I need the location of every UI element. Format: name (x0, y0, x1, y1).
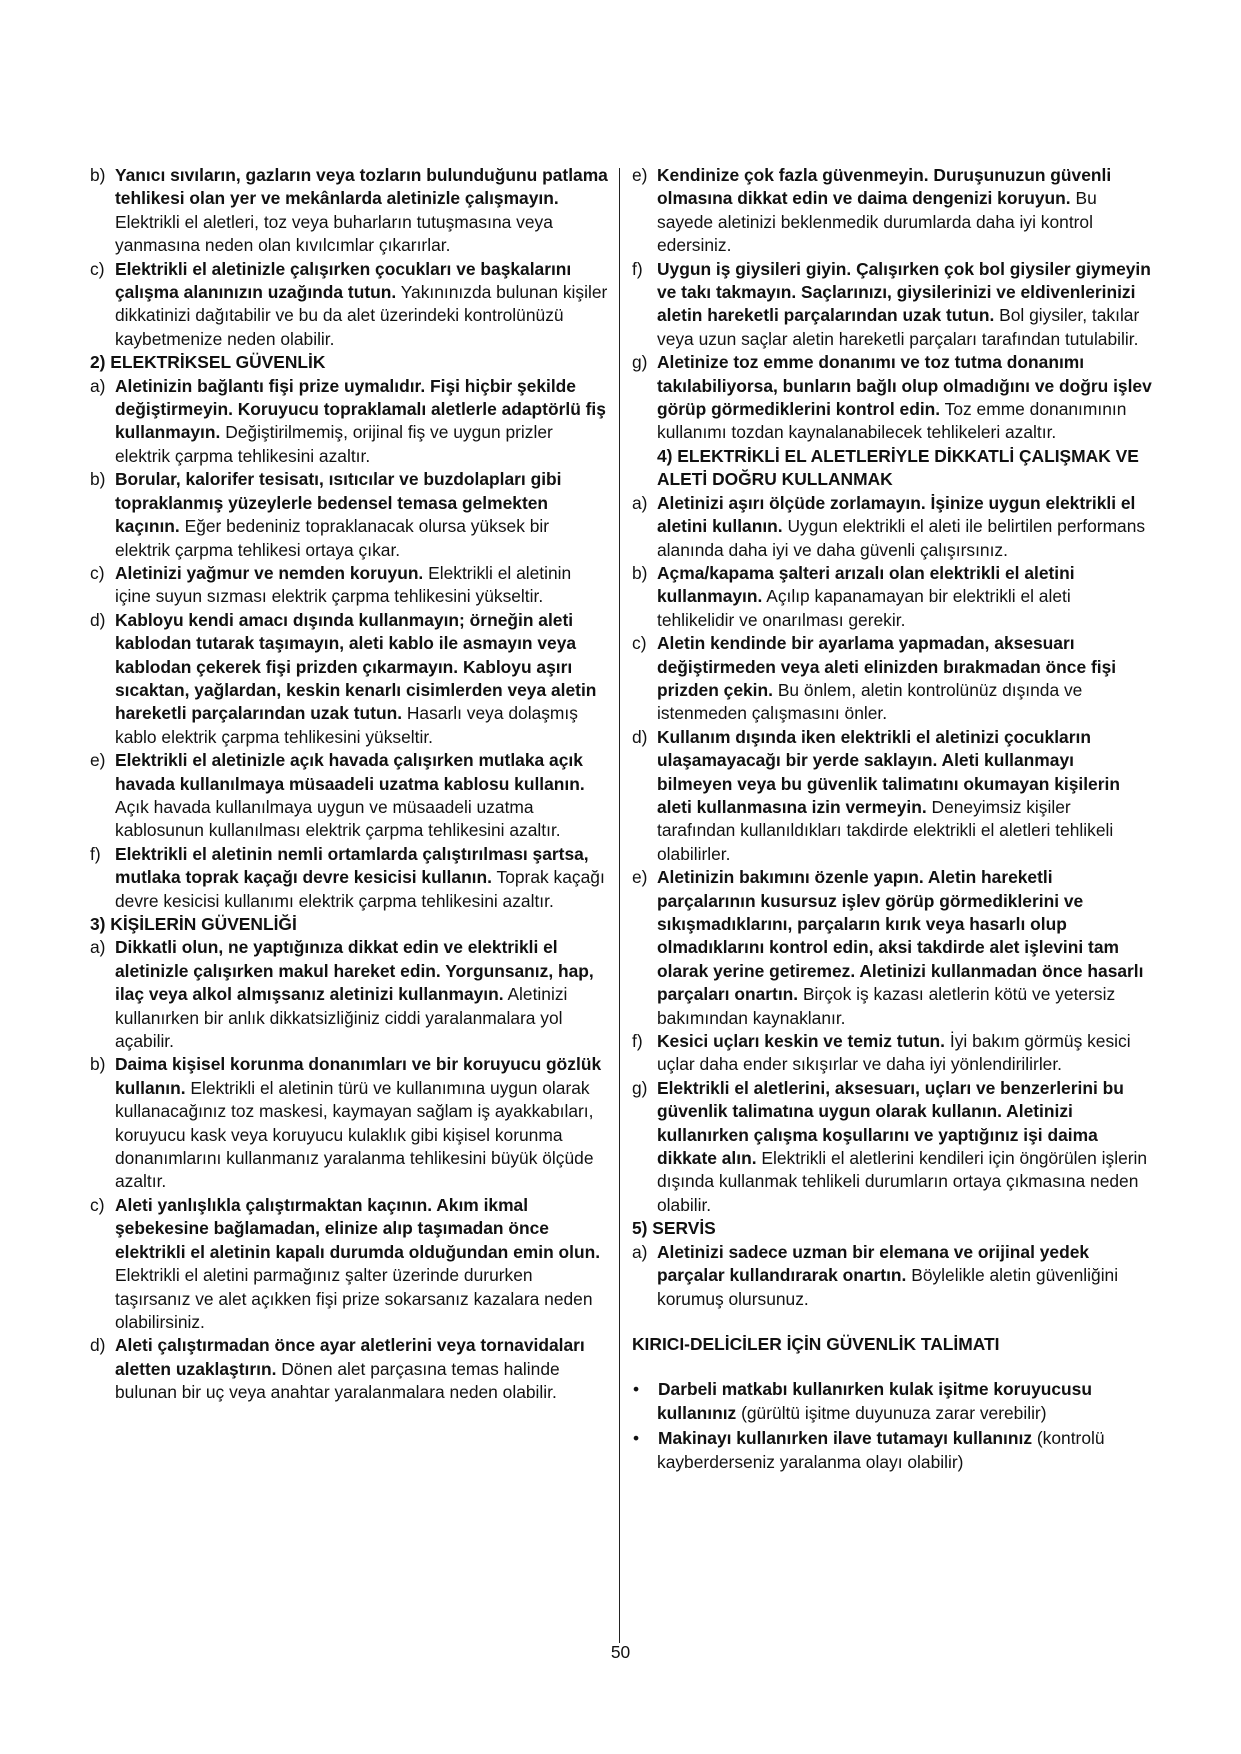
left-column (90, 164, 608, 1405)
section-heading-personal-safety: 3) KİŞİLERİN GÜVENLİĞİ (90, 914, 297, 934)
item-b-flammable: b) Yanıcı sıvıların, gazların veya tozların bulunduğunu patlama tehlikesi olan yer ve mekânlarda aletinizle çalışmayın. Elektrikli el aletleri, toz veya buharların tutuşmasına veya yanmasına neden olan kıvılcımlar çıkarırlar. (90, 165, 608, 256)
item-a-plug: a) Aletinizin bağlantı fişi prize uymalıdır. Fişi hiçbir şekilde değiştirmeyin. Koruyucu topraklamalı aletlerle adaptörlü fiş kullanmayın. Değiştirilmemiş, orijinal fiş ve uygun prizler elektrik çarpma tehlikesini azaltır. (90, 375, 606, 466)
item-e-extension-cord: e) Elektrikli el aletinizle açık havada çalışırken mutlaka açık havada kullanılmaya müsaadeli uzatma kablosu kullanın. Açık havada kullanılmaya uygun ve müsaadeli uzatma kablosunun kullanılması elektrik çarpma tehlikesini azaltır. (90, 750, 585, 841)
item-e-maintenance: e) Aletinizin bakımını özenle yapın. Aletin hareketli parçalarının kusursuz işlev görüp görmediklerini ve sıkışmadıklarını, parçaların kırık veya hasarlı olup olmadıklarını kontrol edin, aksi takdirde alet işlevini tam olarak yerine getiremez. Aletinizi kullanmadan önce hasarlı parçaları onartın. Birçok iş kazası aletlerin kötü ve yetersiz bakımından kaynaklanır. (632, 867, 1144, 1028)
column-divider (619, 168, 620, 1643)
item-d-cable: d) Kabloyu kendi amacı dışında kullanmayın; örneğin aleti kablodan tutarak taşımayın, aleti kablo ile asmayın veya kablodan çekerek fişi prizden çıkarmayın. Kabloyu aşırı sıcaktan, yağlardan, keskin kenarlı cisimlerden veya aletin hareketli parçalarından uzak tutun. Hasarlı veya dolaşmış kablo elektrik çarpma tehlikesini yükseltir. (90, 609, 597, 747)
item-b-grounded-surfaces: b) Borular, kalorifer tesisatı, ısıtıcılar ve buzdolapları gibi topraklanmış yüzeylerle bedensel temasa gelmekten kaçının. Eğer bedeniniz topraklanacak olursa yüksek bir elektrik çarpma tehlikesi ortaya çıkar. (90, 469, 562, 560)
item-c-rain: c) Aletinizi yağmur ve nemden koruyun. Elektrikli el aletinin içine suyun sızması elektrik çarpma tehlikesini yükseltir. (90, 562, 572, 607)
item-a-repair: a) Aletinizi sadece uzman bir elemana ve orijinal yedek parçalar kullandırarak onartın. Böylelikle aletin güvenliğini korumuş olursunuz. (632, 1241, 1119, 1309)
item-d-adjusting-tools: d) Aleti çalıştırmadan önce ayar aletlerini veya tornavidaları aletten uzaklaştırın. Dönen alet parçasına temas halinde bulunan bir uç veya anahtar yaralanmalara neden olabilir. (90, 1335, 585, 1403)
item-a-no-force: a) Aletinizi aşırı ölçüde zorlamayın. İşinize uygun elektrikli el aletini kullanın. Uygun elektrikli el aleti ile belirtilen performans alanında daha iyi ve daha güvenli çalışırsınız. (632, 492, 1146, 560)
section-heading-service: 5) SERVİS (632, 1218, 716, 1239)
page-number: 50 (610, 1642, 631, 1662)
bullet-auxiliary-handle: • Makinayı kullanırken ilave tutamayı kullanınız (kontrolü kayberderseniz yaralanma olayı olabilir) (633, 1428, 1105, 1472)
item-d-storage: d) Kullanım dışında iken elektrikli el aletinizi çocukların ulaşamayacağı bir yerde saklayın. Aleti kullanmayı bilmeyen veya bu güvenlik talimatını okumayan kişilerin aleti kullanmasına izin vermeyin. Deneyimsiz kişiler tarafından kullanıldıkları takdirde elektrikli el aletleri tehlikeli olabilirler. (632, 726, 1120, 864)
right-column (632, 164, 1152, 1474)
item-g-dust-extraction: g) Aletinize toz emme donanımı ve toz tutma donanımı takılabiliyorsa, bunların bağlı olup olmadığını ve doğru işlev görüp görmediklerini kontrol edin. Toz emme donanımının kullanımı tozdan kaynalanabilecek tehlikeleri azaltır. (632, 352, 1152, 443)
item-a-attention: a) Dikkatli olun, ne yaptığınıza dikkat edin ve elektrikli el aletinizle çalışırken makul hareket edin. Yorgunsanız, hap, ilaç veya alkol almışsanız aletinizi kullanmayın. Aletinizi kullanırken bir anlık dikkatsizliğiniz ciddi yaralanmalara yol açabilir. (90, 937, 594, 1052)
item-f-cutting-tools: f) Kesici uçları keskin ve temiz tutun. İyi bakım görmüş kesici uçlar daha ender sıkışırlar ve daha iyi yönlendirilirler. (632, 1031, 1131, 1075)
bullet-ear-protection: • Darbeli matkabı kullanırken kulak işitme koruyucusu kullanınız (gürültü işitme duyunuza zarar verebilir) (633, 1379, 1092, 1423)
item-c-children: c) Elektrikli el aletinizle çalışırken çocukları ve başkalarını çalışma alanınızın uzağında tutun. Yakınınızda bulunan kişiler dikkatinizi dağıtabilir ve bu da alet üzerindeki kontrolünüzü kaybetmenize neden olabilir. (90, 258, 608, 349)
bullet-icon: • (633, 1428, 640, 1449)
item-f-rcd: f) Elektrikli el aletinin nemli ortamlarda çalıştırılması şartsa, mutlaka toprak kaçağı devre kesicisi kullanın. Toprak kaçağı devre kesicisi kullanımı elektrik çarpma tehlikesini azaltır. (90, 843, 605, 911)
special-safety-heading: KIRICI-DELİCİLER İÇİN GÜVENLİK TALİMATI (632, 1333, 1000, 1354)
item-b-protective-equipment: b) Daima kişisel korunma donanımları ve bir koruyucu gözlük kullanın. Elektrikli el aletinin türü ve kullanımına uygun olarak kullanacağınız toz maskesi, kaymayan sağlam iş ayakkabıları, koruyucu kask veya koruyucu kulaklık gibi kişisel korunma donanımlarını kullanmanız yaralanma tehlikesini büyük ölçüde azaltır. (90, 1054, 602, 1192)
item-f-clothing: f) Uygun iş giysileri giyin. Çalışırken çok bol giysiler giymeyin ve takı takmayın. Saçlarınızı, giysilerinizi ve eldivenlerinizi aletin hareketli parçalarından uzak tutun. Bol giysiler, takılar veya uzun saçlar aletin hareketli parçaları tarafından tutulabilir. (632, 258, 1151, 349)
item-b-switch: b) Açma/kapama şalteri arızalı olan elektrikli el aletini kullanmayın. Açılıp kapanamayan bir elektrikli el aleti tehlikelidir ve onarılması gerekir. (632, 562, 1075, 630)
bullet-icon: • (633, 1379, 640, 1400)
section-heading-tool-use: 4) ELEKTRİKLİ EL ALETLERİYLE DİKKATLİ ÇALIŞMAK VE ALETİ DOĞRU KULLANMAK (657, 445, 1139, 490)
item-c-accidental-start: c) Aleti yanlışlıkla çalıştırmaktan kaçının. Akım ikmal şebekesine bağlamadan, elinize alıp taşımadan önce elektrikli el aletinin kapalı durumda olduğundan emin olun. Elektrikli el aletini parmağınız şalter üzerinde dururken taşırsanız ve alet açıkken fişi prize sokarsanız kazalara neden olabilirsiniz. (90, 1194, 601, 1332)
item-g-accessories: g) Elektrikli el aletlerini, aksesuarı, uçları ve benzerlerini bu güvenlik talimatına uygun olarak kullanın. Aletinizi kullanırken çalışma koşullarını ve yaptığınız işi daima dikkate alın. Elektrikli el aletlerini kendileri için öngörülen işlerin dışında kullanmak tehlikeli durumların ortaya çıkmasına neden olabilir. (632, 1077, 1148, 1215)
section-heading-electrical: 2) ELEKTRİKSEL GÜVENLİK (90, 352, 326, 373)
item-e-overreach: e) Kendinize çok fazla güvenmeyin. Duruşunuzun güvenli olmasına dikkat edin ve daima dengenizi koruyun. Bu sayede aletinizi beklenmedik durumlarda daha iyi kontrol edersiniz. (632, 165, 1112, 256)
item-c-unplug: c) Aletin kendinde bir ayarlama yapmadan, aksesuarı değiştirmeden veya aleti elinizden bırakmadan önce fişi prizden çekin. Bu önlem, aletin kontrolünüz dışında ve istenmeden çalışmasını önler. (632, 633, 1117, 724)
